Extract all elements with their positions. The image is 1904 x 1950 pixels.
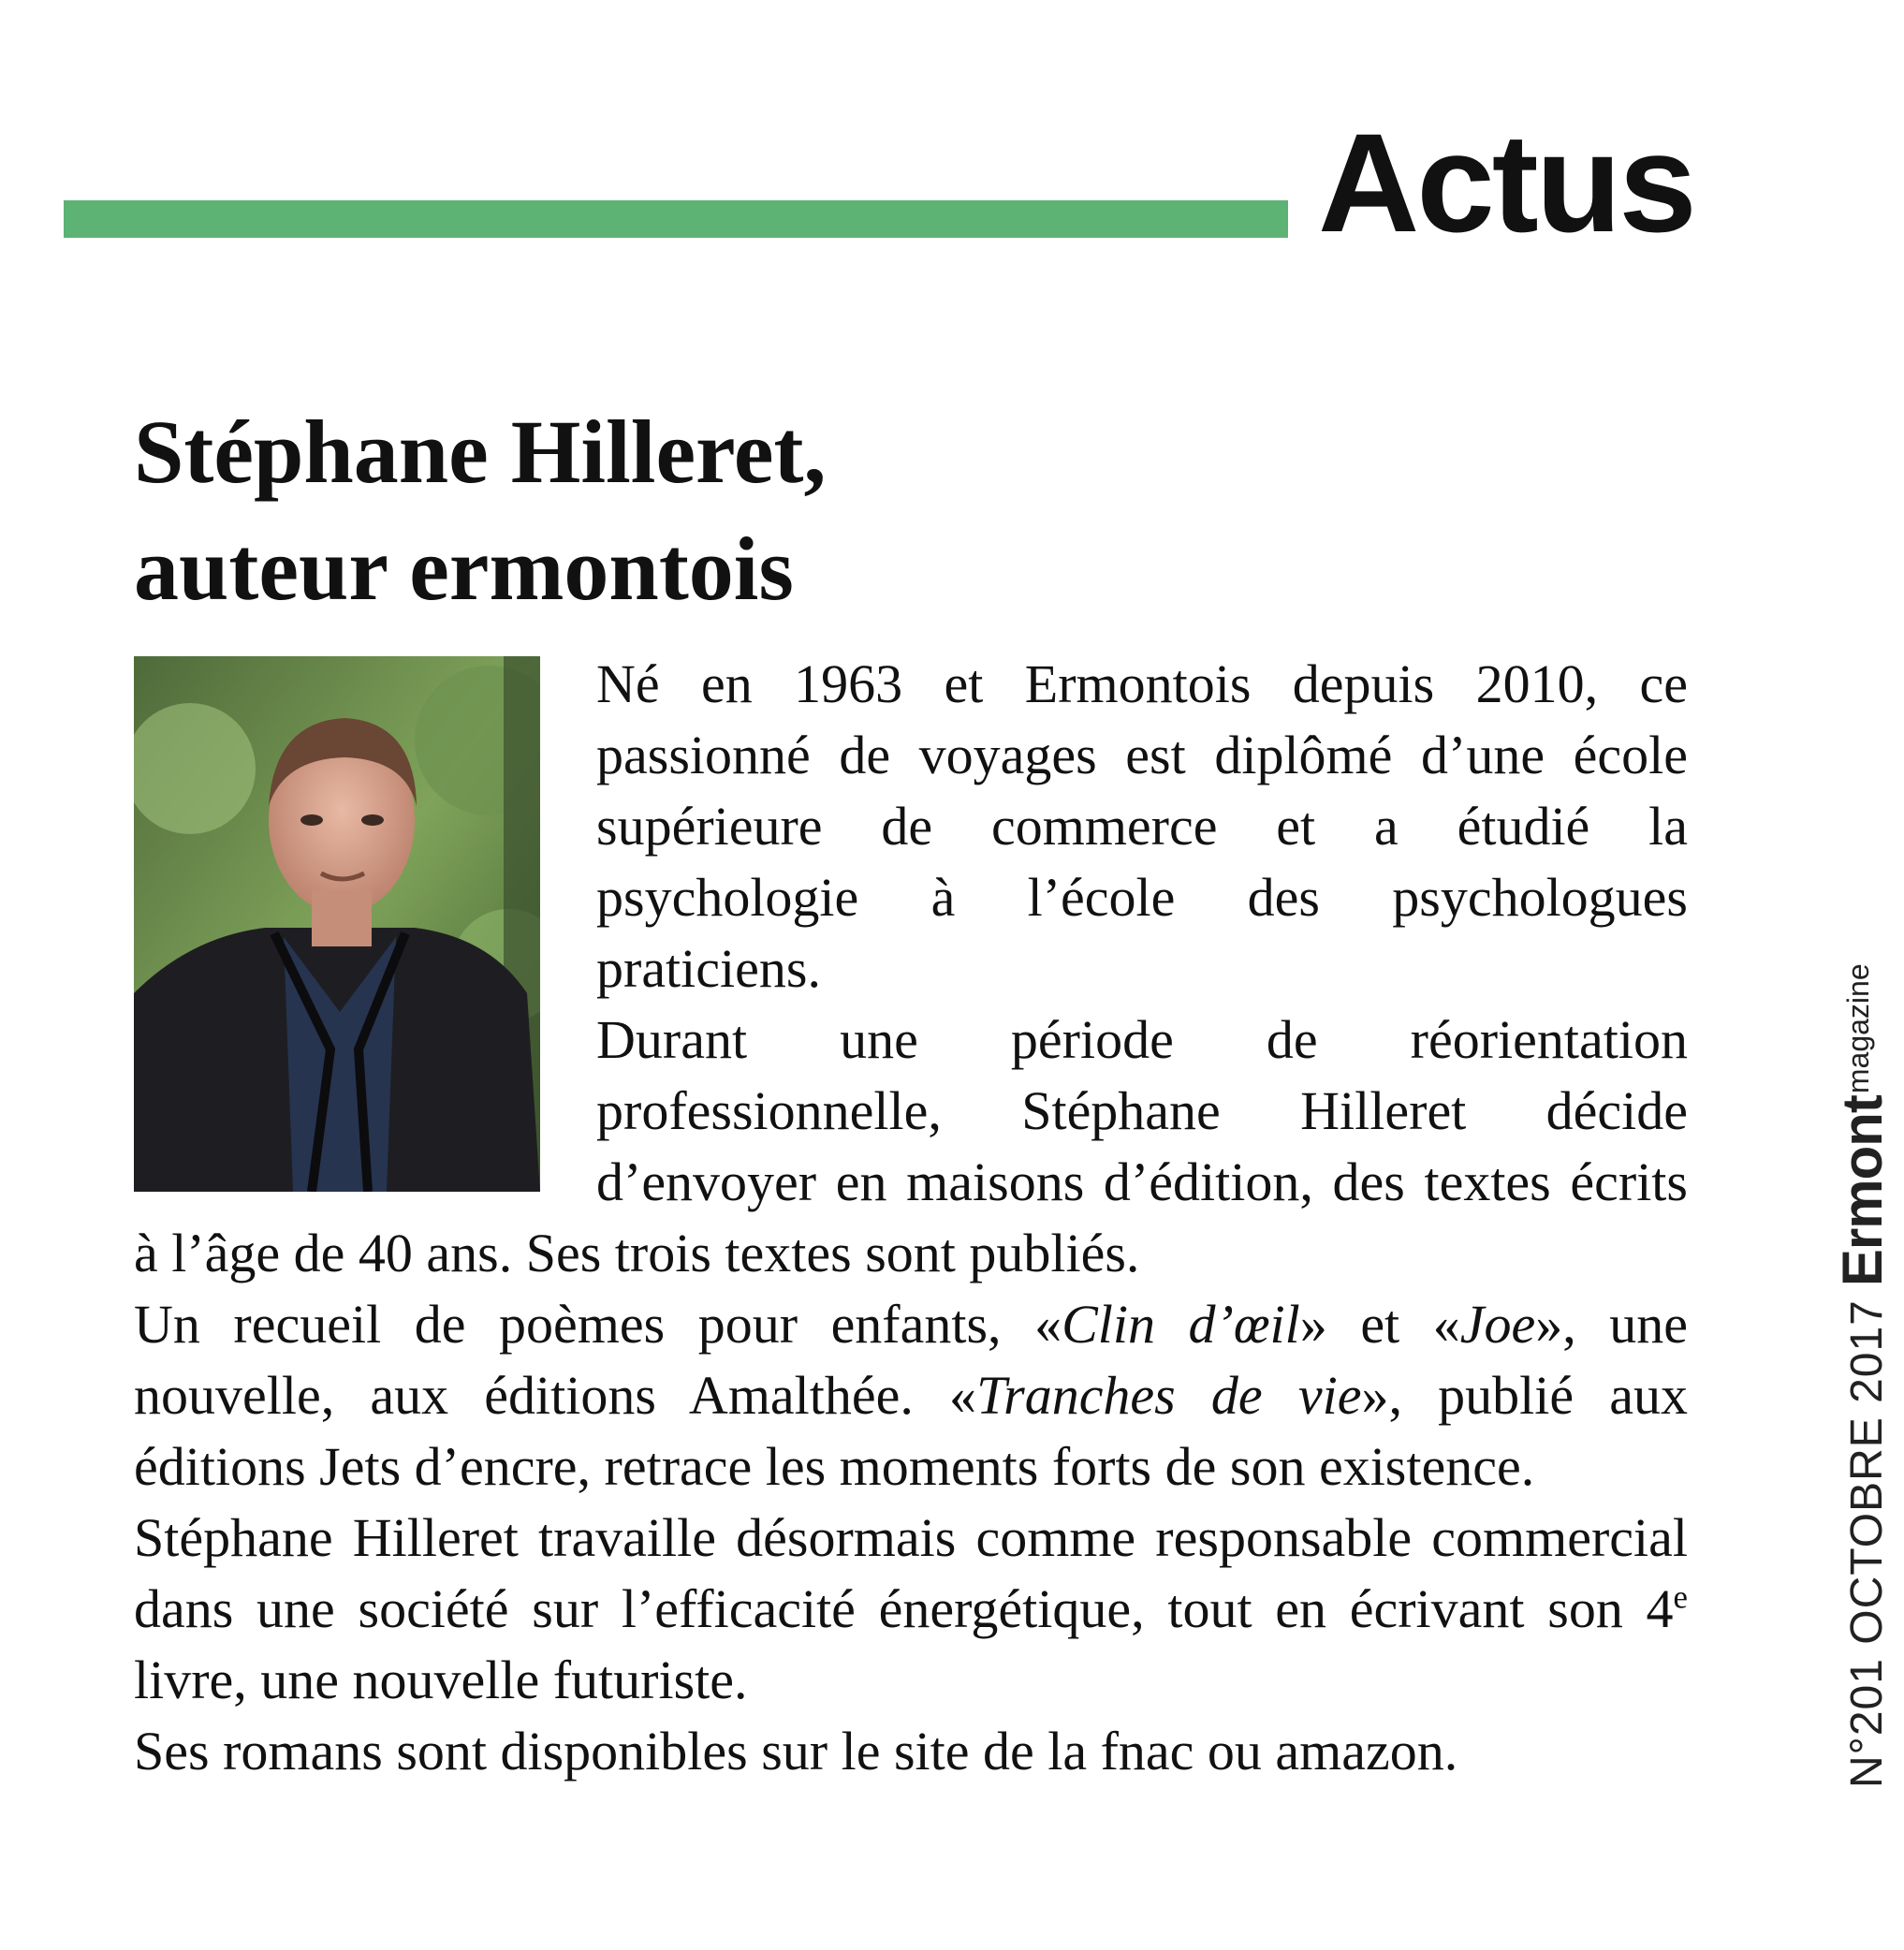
magazine-brand: Ermont: [1831, 1095, 1894, 1287]
paragraph-3-text: », publié aux éditions Jets d’encre, retrace les moments forts de son existence.: [134, 1365, 1688, 1497]
ordinal-suffix: e: [1673, 1578, 1688, 1616]
headline-line-2: auteur ermontois: [134, 519, 794, 619]
paragraph-1: Né en 1963 et Ermontois depuis 2010, ce passionné de voyages est diplômé d’une école supérieure de commerce et a étudié la psychologie à l’école des psychologues praticiens.: [596, 653, 1688, 999]
article-headline: [134, 393, 1164, 627]
paragraph-3-text: » et «: [1299, 1294, 1460, 1355]
paragraph-3-text: », une nouvelle, aux éditions Amalthée. «: [134, 1294, 1688, 1426]
book-title-tranches-de-vie: Tranches de vie: [976, 1365, 1362, 1426]
paragraph-4-text: livre, une nouvelle futuriste.: [134, 1649, 748, 1710]
issue-number: N°201 OCTOBRE 2017: [1842, 1299, 1892, 1788]
magazine-issue-caption: [1830, 963, 1894, 1788]
magazine-brand-sub: magazine: [1841, 963, 1875, 1094]
author-portrait-photo: [134, 656, 540, 1192]
paragraph-4-text: Stéphane Hilleret travaille désormais comme responsable commercial dans une société sur l’efficacité énergétique, tout en écrivant son 4: [134, 1507, 1688, 1639]
book-title-clin-doeil: Clin d’œil: [1062, 1294, 1300, 1355]
paragraph-4: [134, 1503, 1688, 1716]
section-rule: [64, 200, 1288, 238]
section-label: Actus: [1318, 104, 1694, 261]
paragraph-5: Ses romans sont disponibles sur le site de la fnac ou amazon.: [134, 1721, 1458, 1781]
article-body: [134, 649, 1688, 1787]
book-title-joe: Joe: [1459, 1294, 1536, 1355]
paragraph-3-text: Un recueil de poèmes pour enfants, «: [134, 1294, 1062, 1355]
paragraph-2: Durant une période de réorientation professionnelle, Stéphane Hilleret décide d’envoyer en maisons d’édition, des textes écrits à l’âge de 40 ans. Ses trois textes sont publiés.: [134, 1009, 1688, 1283]
headline-line-1: Stéphane Hilleret,: [134, 402, 827, 502]
paragraph-3: [134, 1289, 1688, 1503]
author-portrait-icon: [134, 656, 540, 1192]
